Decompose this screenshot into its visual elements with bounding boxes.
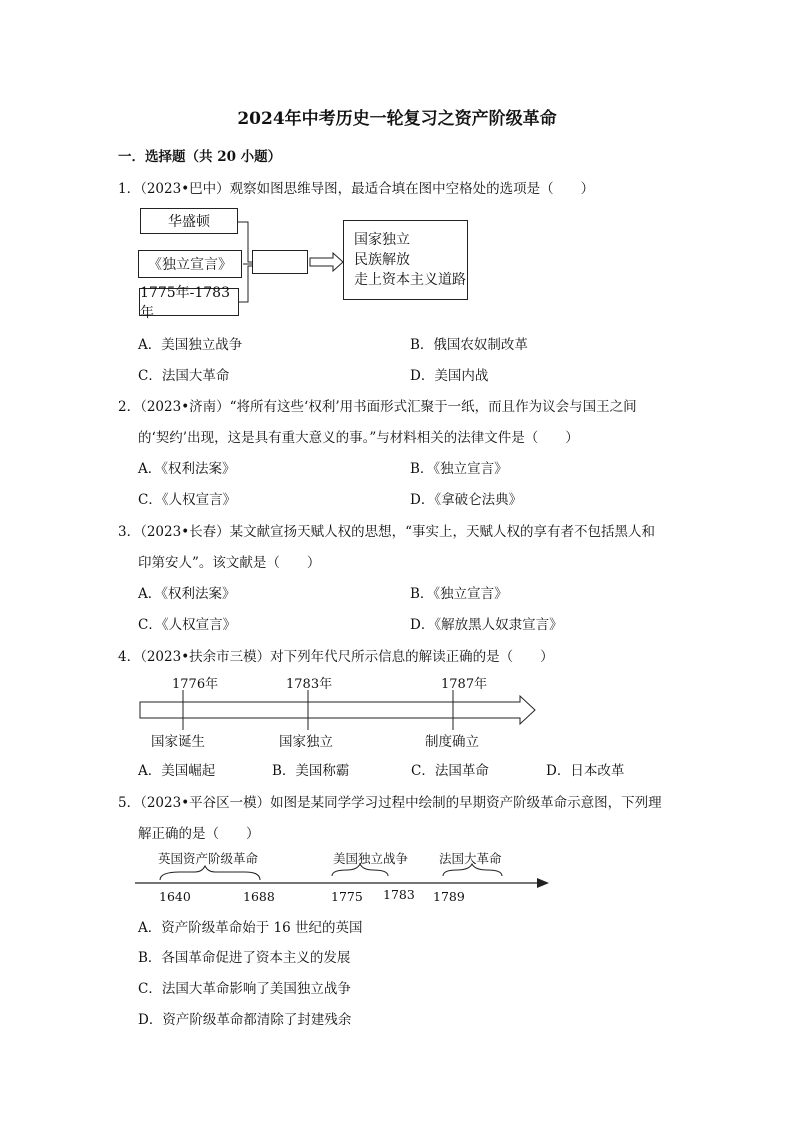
- ruler-label-1: 国家诞生: [151, 734, 205, 750]
- mind-map-blank-box: [252, 250, 308, 274]
- question-5-option-b[interactable]: B．各国革命促进了资本主义的发展: [138, 950, 351, 966]
- timeline-span-1: 英国资产阶级革命: [158, 851, 259, 866]
- ruler-label-2: 国家独立: [279, 734, 333, 750]
- mind-map-result-box: [343, 220, 468, 300]
- question-3-stem-line-2: 印第安人”。该文献是（ ）: [138, 555, 321, 571]
- mind-map-box-left-3: 1775年-1783年: [139, 288, 239, 316]
- question-5-option-d[interactable]: D．资产阶级革命都清除了封建残余: [138, 1012, 352, 1028]
- result-line-2: 民族解放: [354, 252, 410, 268]
- brace-english-revolution: [160, 866, 260, 880]
- question-2-option-b[interactable]: B．《独立宣言》: [410, 461, 508, 477]
- timeline-arrow-head: [537, 878, 549, 888]
- question-5-stem-line-2: 解正确的是（ ）: [138, 826, 260, 842]
- question-4-option-c[interactable]: C．法国革命: [411, 763, 489, 779]
- question-5-option-c[interactable]: C．法国大革命影响了美国独立战争: [138, 981, 351, 997]
- timeline-year-1775: 1775: [331, 889, 363, 904]
- time-ruler-arrow: [140, 696, 535, 724]
- timeline-year-1688: 1688: [243, 889, 275, 904]
- question-4-option-b[interactable]: B．美国称霸: [272, 763, 350, 779]
- question-4-option-a[interactable]: A．美国崛起: [138, 763, 216, 779]
- timeline-year-1640: 1640: [159, 889, 191, 904]
- section-heading: 一．选择题（共 20 小题）: [118, 149, 282, 165]
- question-2-option-c[interactable]: C．《人权宣言》: [138, 492, 237, 508]
- ruler-year-1: 1776年: [172, 677, 219, 692]
- question-1-option-a[interactable]: A．美国独立战争: [138, 337, 243, 353]
- question-5-stem-line-1: 5．（2023•平谷区一模）如图是某同学学习过程中绘制的早期资产阶级革命示意图，下列理: [118, 795, 662, 811]
- question-5-option-a[interactable]: A．资产阶级革命始于 16 世纪的英国: [138, 920, 363, 936]
- question-1-option-c[interactable]: C．法国大革命: [138, 368, 230, 384]
- mind-map-box-left-1: 华盛顿: [140, 208, 238, 234]
- question-2-stem-line-2: 的‘契约’出现，这是具有重大意义的事。”与材料相关的法律文件是（ ）: [138, 430, 579, 446]
- timeline-span-2: 美国独立战争: [333, 851, 409, 866]
- mind-map-box-left-2: 《独立宣言》: [138, 250, 242, 278]
- page-title: 2024年中考历史一轮复习之资产阶级革命: [237, 109, 557, 129]
- result-line-3: 走上资本主义道路: [354, 272, 466, 288]
- question-4-option-d[interactable]: D．日本改革: [546, 763, 625, 779]
- question-3-option-a[interactable]: A．《权利法案》: [138, 586, 236, 602]
- timeline-span-3: 法国大革命: [439, 851, 502, 866]
- question-3-option-b[interactable]: B．《独立宣言》: [410, 586, 508, 602]
- result-line-1: 国家独立: [354, 232, 410, 248]
- question-2-stem-line-1: 2．（2023•济南）“将所有这些‘权利’用书面形式汇聚于一纸，而且作为议会与国王之间: [118, 399, 637, 415]
- question-2-option-a[interactable]: A．《权利法案》: [138, 461, 236, 477]
- question-1-option-b[interactable]: B．俄国农奴制改革: [410, 337, 528, 353]
- timeline-year-1783: 1783: [383, 887, 415, 902]
- question-4-stem: 4．（2023•扶余市三模）对下列年代尺所示信息的解读正确的是（ ）: [118, 649, 554, 665]
- timeline-year-1789: 1789: [433, 889, 465, 904]
- question-3-stem-line-1: 3．（2023•长春）某文献宣扬天赋人权的思想，“事实上，天赋人权的享有者不包括黑人和: [118, 524, 656, 540]
- question-1-option-d[interactable]: D．美国内战: [410, 368, 489, 384]
- ruler-year-3: 1787年: [441, 677, 488, 692]
- ruler-label-3: 制度确立: [425, 734, 479, 750]
- question-1-stem: 1．（2023•巴中）观察如图思维导图，最适合填在图中空格处的选项是（ ）: [118, 181, 595, 197]
- question-2-option-d[interactable]: D．《拿破仑法典》: [410, 492, 523, 508]
- question-3-option-d[interactable]: D．《解放黑人奴隶宣言》: [410, 617, 563, 633]
- question-3-option-c[interactable]: C．《人权宣言》: [138, 617, 237, 633]
- arrow-icon: [310, 253, 343, 271]
- ruler-year-2: 1783年: [286, 677, 333, 692]
